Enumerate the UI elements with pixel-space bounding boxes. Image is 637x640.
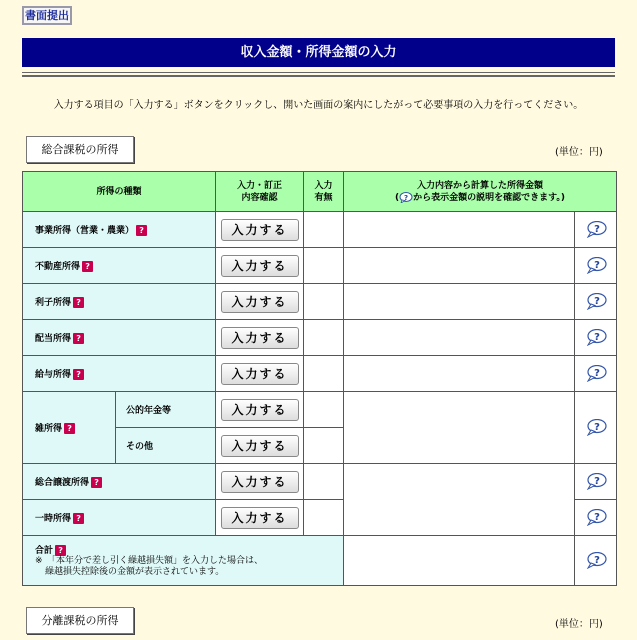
svg-text:?: ? xyxy=(404,193,409,202)
help-mark-icon[interactable]: ? xyxy=(73,369,84,380)
help-mark-icon[interactable]: ? xyxy=(55,545,66,556)
header-has-line1: 入力 xyxy=(314,180,333,191)
label-dividend xyxy=(23,320,216,356)
input-button-capital[interactable]: 入力する xyxy=(221,471,299,493)
amount-business xyxy=(344,212,575,248)
input-button-dividend[interactable]: 入力する xyxy=(221,327,299,349)
total-note-line1: ※ 「本年分で差し引く繰越損失額」を入力した場合は、 xyxy=(35,556,264,566)
label-business-text: 事業所得（営業・農業） xyxy=(35,226,135,236)
label-temporary-text: 一時所得 xyxy=(35,514,72,524)
table-header-row xyxy=(23,172,617,212)
svg-text:?: ? xyxy=(593,260,600,271)
help-mark-icon[interactable]: ? xyxy=(82,261,93,272)
label-salary xyxy=(23,356,216,392)
amount-misc xyxy=(344,392,575,464)
has-input-capital xyxy=(304,464,344,500)
svg-text:?: ? xyxy=(593,476,600,487)
header-amount-line2 xyxy=(344,192,616,204)
speech-bubble-help-icon[interactable] xyxy=(585,257,607,274)
row-salary xyxy=(23,356,617,392)
label-misc-other: その他 xyxy=(116,428,216,464)
header-amount-line1: 入力内容から計算した所得金額 xyxy=(417,180,544,191)
label-temporary xyxy=(23,500,216,536)
help-mark-icon[interactable]: ? xyxy=(73,297,84,308)
speech-bubble-help-icon[interactable] xyxy=(585,509,607,526)
header-amount-note: から表示金額の説明を確認できます。) xyxy=(413,192,566,203)
has-input-misc-pension xyxy=(304,392,344,428)
input-button-misc-other[interactable]: 入力する xyxy=(221,435,299,457)
section-separate-taxation: 分離課税の所得 xyxy=(26,607,134,634)
label-interest xyxy=(23,284,216,320)
help-mark-icon[interactable]: ? xyxy=(64,423,75,434)
header-has-input xyxy=(304,172,344,212)
label-business xyxy=(23,212,216,248)
amount-capital-temporary xyxy=(344,464,575,536)
submit-paper-button[interactable]: 書面提出 xyxy=(22,6,72,25)
input-button-interest[interactable]: 入力する xyxy=(221,291,299,313)
label-total xyxy=(23,536,344,586)
input-button-salary[interactable]: 入力する xyxy=(221,363,299,385)
help-mark-icon[interactable]: ? xyxy=(73,333,84,344)
amount-dividend xyxy=(344,320,575,356)
label-capital-text: 総合譲渡所得 xyxy=(35,478,90,488)
label-misc-pension: 公的年金等 xyxy=(116,392,216,428)
total-note-line2: 繰越損失控除後の金額が表示されています。 xyxy=(45,567,225,577)
help-mark-icon[interactable]: ? xyxy=(136,225,147,236)
input-button-realestate[interactable]: 入力する xyxy=(221,255,299,277)
header-kind: 所得の種類 xyxy=(23,172,216,212)
amount-total xyxy=(344,536,575,586)
header-input-line1: 入力・訂正 xyxy=(237,180,283,191)
input-button-misc-pension[interactable]: 入力する xyxy=(221,399,299,421)
divider xyxy=(22,75,615,77)
amount-salary xyxy=(344,356,575,392)
row-capital xyxy=(23,464,617,500)
speech-bubble-help-icon xyxy=(399,192,413,203)
row-misc-pension xyxy=(23,392,617,428)
label-dividend-text: 配当所得 xyxy=(35,334,72,344)
has-input-business xyxy=(304,212,344,248)
svg-text:?: ? xyxy=(593,512,600,523)
row-business xyxy=(23,212,617,248)
input-button-temporary[interactable]: 入力する xyxy=(221,507,299,529)
help-mark-icon[interactable]: ? xyxy=(73,513,84,524)
has-input-realestate xyxy=(304,248,344,284)
svg-text:?: ? xyxy=(593,224,600,235)
svg-text:?: ? xyxy=(593,555,600,566)
row-interest xyxy=(23,284,617,320)
header-input-line2: 内容確認 xyxy=(241,192,278,203)
help-mark-icon[interactable]: ? xyxy=(91,477,102,488)
amount-realestate xyxy=(344,248,575,284)
svg-text:?: ? xyxy=(593,332,600,343)
label-realestate xyxy=(23,248,216,284)
row-total xyxy=(23,536,617,586)
divider xyxy=(22,72,615,73)
header-input xyxy=(216,172,304,212)
svg-text:?: ? xyxy=(593,368,600,379)
speech-bubble-help-icon[interactable] xyxy=(585,329,607,346)
label-misc xyxy=(23,392,116,464)
label-salary-text: 給与所得 xyxy=(35,370,72,380)
svg-text:?: ? xyxy=(593,296,600,307)
has-input-interest xyxy=(304,284,344,320)
svg-text:?: ? xyxy=(593,422,600,433)
speech-bubble-help-icon[interactable] xyxy=(585,365,607,382)
page-title: 収入金額・所得金額の入力 xyxy=(22,38,615,67)
speech-bubble-help-icon[interactable] xyxy=(585,293,607,310)
label-interest-text: 利子所得 xyxy=(35,298,72,308)
unit-label: (単位：円) xyxy=(555,147,603,158)
section-general-taxation: 総合課税の所得 xyxy=(26,136,134,163)
label-total-text: 合計 xyxy=(35,546,54,556)
income-table xyxy=(22,171,617,586)
header-has-line2: 有無 xyxy=(314,192,333,203)
row-dividend xyxy=(23,320,617,356)
instruction-text: 入力する項目の「入力する」ボタンをクリックし、開いた画面の案内にしたがって必要事項の入力を行ってください。 xyxy=(53,100,584,111)
has-input-dividend xyxy=(304,320,344,356)
has-input-temporary xyxy=(304,500,344,536)
input-button-business[interactable]: 入力する xyxy=(221,219,299,241)
has-input-misc-other xyxy=(304,428,344,464)
speech-bubble-help-icon[interactable] xyxy=(585,419,607,436)
label-capital xyxy=(23,464,216,500)
speech-bubble-help-icon[interactable] xyxy=(585,552,607,569)
header-amount-paren: ( xyxy=(395,192,400,203)
amount-interest xyxy=(344,284,575,320)
speech-bubble-help-icon[interactable] xyxy=(585,221,607,238)
unit-label: (単位：円) xyxy=(555,619,603,630)
row-realestate xyxy=(23,248,617,284)
label-misc-text: 雑所得 xyxy=(35,424,63,434)
header-amount xyxy=(344,172,617,212)
label-realestate-text: 不動産所得 xyxy=(35,262,81,272)
speech-bubble-help-icon[interactable] xyxy=(585,473,607,490)
has-input-salary xyxy=(304,356,344,392)
